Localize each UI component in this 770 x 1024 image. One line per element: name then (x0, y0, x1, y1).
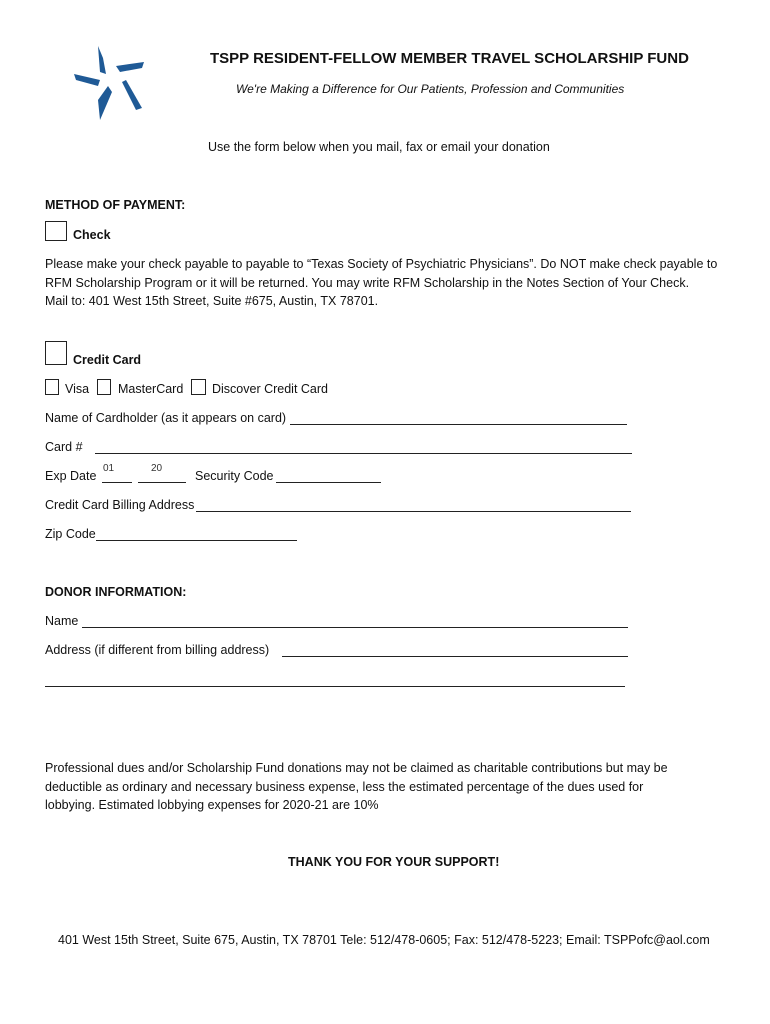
mastercard-label: MasterCard (118, 382, 184, 396)
exp-month-input[interactable] (102, 482, 132, 483)
page-title: TSPP RESIDENT-FELLOW MEMBER TRAVEL SCHOLARSHIP FUND (210, 50, 689, 67)
discover-label: Discover Credit Card (212, 382, 329, 396)
card-number-input[interactable] (95, 453, 632, 454)
check-text-line-2: RFM Scholarship Program or it will be returned. You may write RFM Scholarship in the Notes Section of Your Check. (45, 275, 690, 290)
check-checkbox[interactable] (45, 221, 67, 241)
exp-year-value: 20 (151, 463, 163, 474)
billing-address-label: Credit Card Billing Address (45, 498, 195, 512)
disclaimer-line-2: deductible as ordinary and necessary business expense, less the estimated percentage of the dues used for (45, 779, 644, 794)
donor-name-label: Name (45, 614, 79, 628)
donor-address-input[interactable] (282, 656, 628, 657)
exp-date-label: Exp Date (45, 469, 97, 483)
zip-code-label: Zip Code (45, 527, 96, 541)
footer-address: 401 West 15th Street, Suite 675, Austin, TX 78701 Tele: 512/478-0605; Fax: 512/478-5223; Email: TSPPofc@aol.com (58, 933, 710, 947)
check-text-line-3: Mail to: 401 West 15th Street, Suite #675, Austin, TX 78701. (45, 294, 379, 308)
check-label: Check (73, 228, 111, 242)
payment-heading: METHOD OF PAYMENT: (45, 198, 186, 212)
visa-label: Visa (65, 382, 90, 396)
credit-card-label: Credit Card (73, 353, 142, 367)
disclaimer-line-3: lobbying. Estimated lobbying expenses for 2020-21 are 10% (45, 798, 379, 812)
donor-address-label: Address (if different from billing address) (45, 643, 270, 657)
cardholder-input[interactable] (290, 424, 627, 425)
check-instructions (45, 255, 745, 311)
tagline: We're Making a Difference for Our Patients, Profession and Communities (236, 82, 625, 96)
check-text-line-1: Please make your check payable to payable to “Texas Society of Psychiatric Physicians”. Do NOT make check payable to (45, 257, 718, 271)
zip-code-input[interactable] (96, 540, 297, 541)
billing-address-input[interactable] (196, 511, 631, 512)
disclaimer (45, 759, 745, 815)
instruction-text: Use the form below when you mail, fax or email your donation (208, 140, 550, 154)
visa-checkbox[interactable] (45, 379, 59, 395)
security-code-input[interactable] (276, 482, 381, 483)
donor-address-input-line-2[interactable] (45, 686, 625, 687)
donor-name-input[interactable] (82, 627, 628, 628)
security-code-label: Security Code (195, 469, 274, 483)
discover-checkbox[interactable] (191, 379, 206, 395)
cardholder-label: Name of Cardholder (as it appears on card) (45, 411, 287, 425)
credit-card-checkbox[interactable] (45, 341, 67, 365)
mastercard-checkbox[interactable] (97, 379, 111, 395)
exp-month-value: 01 (103, 463, 115, 474)
card-number-label: Card # (45, 440, 83, 454)
donor-heading: DONOR INFORMATION: (45, 585, 187, 599)
tspp-star-logo (70, 42, 152, 124)
thank-you-text: THANK YOU FOR YOUR SUPPORT! (288, 855, 500, 869)
disclaimer-line-1: Professional dues and/or Scholarship Fund donations may not be claimed as charitable contributions but may be (45, 761, 668, 775)
exp-year-input[interactable] (138, 482, 186, 483)
